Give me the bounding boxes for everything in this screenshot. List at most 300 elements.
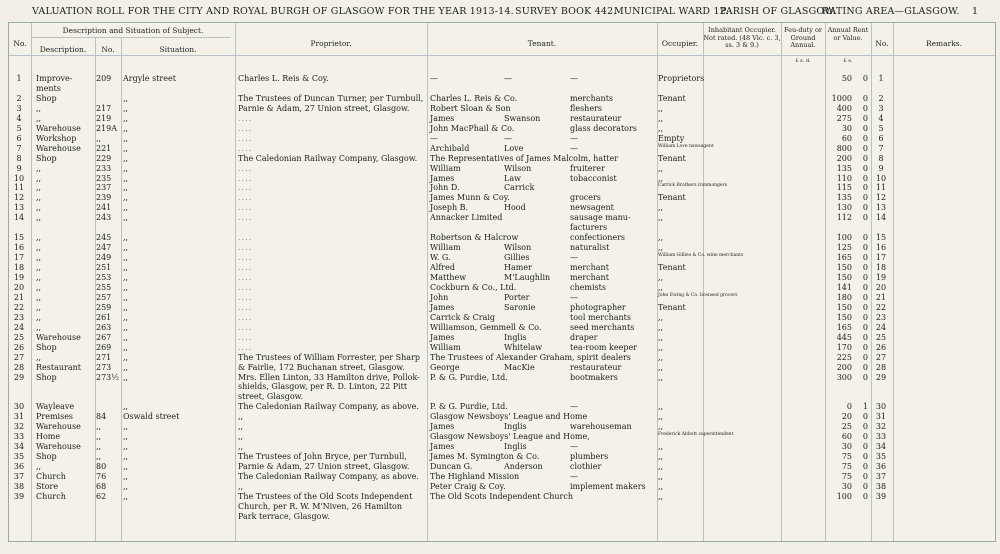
cell-ten3: restaurateur: [570, 362, 622, 372]
cell-no3: 33: [875, 432, 887, 442]
cell-no3: 16: [875, 243, 887, 253]
cell-no3: 2: [878, 93, 884, 103]
table-row: [8, 94, 994, 104]
cell-rl: 150: [836, 263, 852, 273]
cell-occ: ,,: [658, 103, 664, 113]
col-remarks: Remarks.: [925, 39, 963, 48]
cell-num: 239: [96, 193, 112, 203]
cell-num: 229: [96, 153, 112, 163]
cell-no3: 36: [875, 462, 887, 472]
cell-desc: ,,: [36, 193, 42, 203]
cell-num: 259: [96, 302, 112, 312]
cell-no: 34: [13, 442, 25, 452]
cell-no3: 28: [875, 362, 887, 372]
cell-rs: 0: [862, 213, 868, 223]
cell-rl: 0: [846, 402, 852, 412]
table-row: [8, 273, 994, 283]
cell-ten2: Hamer: [504, 263, 532, 273]
cell-desc: Shop: [36, 153, 57, 163]
cell-prop: The Caledonian Railway Company, Glasgow.: [238, 153, 418, 163]
cell-num: 251: [96, 263, 112, 273]
cell-occ: ,,: [658, 352, 664, 362]
cell-prop: ....: [238, 183, 253, 193]
cell-occ: ,,: [658, 452, 664, 462]
cell-no3: 18: [875, 263, 887, 273]
cell-desc: ,,: [36, 253, 42, 263]
cell-ten1: Robertson & Halcrow: [430, 233, 519, 243]
cell-ten1: The Trustees of Alexander Graham, spirit dealers: [430, 352, 631, 362]
cell-no3: 34: [875, 442, 887, 452]
cell-rs: 0: [862, 74, 868, 83]
cell-ten1: Alfred: [430, 263, 455, 273]
cell-ten1: George: [430, 362, 460, 372]
cell-ten2: MacKie: [504, 362, 535, 372]
col-proprietor: Proprietor.: [310, 39, 352, 48]
table-row: [8, 512, 994, 522]
cell-ten1: William: [430, 243, 461, 253]
cell-num: 237: [96, 183, 112, 193]
cell-no: 32: [13, 422, 25, 432]
cell-desc: ,,: [36, 292, 42, 302]
cell-occ: ,,: [658, 472, 664, 481]
cell-rs: 0: [862, 93, 868, 103]
cell-num: 271: [96, 352, 112, 362]
cell-sit: ,,: [123, 402, 129, 412]
cell-rl: 25: [841, 422, 852, 432]
cell-occ: Carrick Brothers ironmongers: [658, 183, 728, 189]
cell-rl: 300: [836, 372, 852, 382]
cell-ten3: bootmakers: [570, 372, 618, 382]
col-no3: No.: [875, 39, 889, 48]
col-inhabitant: Inhabitant Occupier. Not rated. (48 Vic. c. 3, ss. 3 & 9.): [703, 26, 781, 49]
table-row: [8, 283, 994, 293]
cell-desc: Store: [36, 481, 59, 491]
cell-occ: ,,: [658, 481, 664, 491]
cell-num: 273½: [96, 372, 120, 382]
table-row: [8, 293, 994, 303]
cell-desc: Church: [36, 472, 66, 481]
cell-rs: 0: [862, 342, 868, 352]
cell-rl: 100: [836, 233, 852, 243]
rent-units: £ s.: [843, 58, 853, 64]
cell-rl: 110: [836, 173, 852, 183]
cell-rs: 0: [862, 193, 868, 203]
cell-occ: ,,: [658, 332, 664, 342]
cell-no: 15: [13, 233, 25, 243]
cell-ten1: John MacPhail & Co.: [430, 123, 515, 133]
cell-ten1: Annacker Limited: [430, 213, 503, 223]
cell-no: 10: [13, 173, 25, 183]
cell-num: ,,: [96, 442, 102, 452]
cell-desc: Warehouse: [36, 143, 81, 153]
cell-sit: ,,: [123, 103, 129, 113]
cell-num: 261: [96, 312, 112, 322]
table-row: [8, 213, 994, 223]
cell-no3: 37: [875, 472, 887, 481]
cell-ten2: Law: [504, 173, 521, 183]
cell-sit: ,,: [123, 263, 129, 273]
table-row: [8, 174, 994, 184]
table-row: [8, 462, 994, 472]
cell-no3: 3: [878, 103, 884, 113]
table-row: [8, 104, 994, 114]
cell-ten1: —: [430, 74, 438, 83]
cell-num: 221: [96, 143, 112, 153]
cell-ten1: Matthew: [430, 273, 467, 282]
cell-prop: Church, per R. W. M'Niven, 26 Hamilton: [238, 501, 403, 511]
cell-rs: 0: [862, 452, 868, 462]
cell-no3: 11: [875, 183, 887, 193]
cell-sit: ,,: [123, 481, 129, 491]
cell-ten1: James: [430, 422, 455, 432]
cell-prop: ....: [238, 133, 253, 143]
cell-ten2: Inglis: [504, 422, 527, 432]
cell-ten3: confectioners: [570, 233, 626, 243]
cell-no3: 26: [875, 342, 887, 352]
table-row: [8, 183, 994, 193]
cell-rl: 141: [836, 282, 852, 292]
cell-prop: ....: [238, 292, 253, 302]
cell-num: 269: [96, 342, 112, 352]
table-row: [8, 422, 994, 432]
cell-occ: ,,: [658, 322, 664, 332]
cell-no3: 23: [875, 312, 887, 322]
cell-no: 29: [13, 372, 25, 382]
cell-desc: ,,: [36, 233, 42, 243]
table-row: [8, 124, 994, 134]
cell-num: 257: [96, 292, 112, 302]
table-row: [8, 482, 994, 492]
cell-desc: ,,: [36, 103, 42, 113]
cell-occ: Tenant: [658, 93, 686, 103]
cell-ten1: Glasgow Newsboys' League and Home,: [430, 432, 590, 442]
cell-desc: ,,: [36, 352, 42, 362]
cell-rs: 0: [862, 332, 868, 342]
page-number: 1: [972, 6, 979, 17]
cell-prop: ....: [238, 233, 253, 243]
cell-prop: ....: [238, 322, 253, 332]
cell-prop: ....: [238, 113, 253, 123]
cell-no3: 22: [875, 302, 887, 312]
cell-rl: 60: [841, 133, 852, 143]
cell-occ: ,,: [658, 173, 664, 183]
cell-ten3: photographer: [570, 302, 626, 312]
table-row: [8, 412, 994, 422]
cell-ten1: Archibald: [430, 143, 470, 153]
cell-no: 3: [16, 103, 22, 113]
cell-num: 249: [96, 253, 112, 263]
cell-prop: ....: [238, 143, 253, 153]
cell-no3: 27: [875, 352, 887, 362]
cell-desc: ,,: [36, 183, 42, 193]
cell-ten3: draper: [570, 332, 598, 342]
cell-desc: ,,: [36, 213, 42, 223]
cell-sit: ,,: [123, 292, 129, 302]
cell-rs: 0: [862, 491, 868, 501]
col-no2: No.: [101, 45, 115, 54]
rating-area: RATING AREA—GLASGOW.: [822, 6, 960, 17]
cell-sit: ,,: [123, 243, 129, 253]
cell-occ: ,,: [658, 163, 664, 173]
cell-no3: 9: [878, 163, 884, 173]
table-row: [8, 492, 994, 502]
cell-no: 13: [13, 203, 25, 213]
cell-sit: ,,: [123, 362, 129, 372]
cell-rs: 0: [862, 322, 868, 332]
cell-occ: ,,: [658, 113, 664, 123]
cell-rl: 30: [841, 442, 852, 452]
cell-sit: ,,: [123, 372, 129, 382]
cell-num: 267: [96, 332, 112, 342]
cell-no3: 6: [878, 133, 884, 143]
cell-prop: ....: [238, 312, 253, 322]
cell-rs: 0: [862, 233, 868, 243]
cell-rl: 165: [836, 322, 852, 332]
cell-ten3: —: [570, 472, 578, 481]
table-row: [8, 223, 994, 233]
cell-ten2: Whitelaw: [504, 342, 543, 352]
cell-desc: ments: [36, 83, 61, 93]
cell-occ: ,,: [658, 342, 664, 352]
cell-occ: ,,: [658, 462, 664, 472]
cell-desc: Warehouse: [36, 422, 81, 432]
cell-no: 39: [13, 491, 25, 501]
cell-ten2: Gillies: [504, 253, 530, 263]
cell-sit: ,,: [123, 123, 129, 133]
cell-ten3: restaurateur: [570, 113, 622, 123]
cell-rs: 0: [862, 352, 868, 362]
cell-ten1: Glasgow Newsboys' League and Home: [430, 412, 588, 422]
cell-no: 6: [16, 133, 22, 143]
table-row: [8, 373, 994, 383]
cell-num: 76: [96, 472, 107, 481]
col-situation: Situation.: [159, 45, 197, 54]
cell-occ: ,,: [658, 203, 664, 213]
cell-rs: 0: [862, 412, 868, 422]
cell-ten3: naturalist: [570, 243, 610, 253]
cell-prop: shields, Glasgow, per R. D. Linton, 22 Pitt: [238, 382, 408, 392]
cell-sit: ,,: [123, 342, 129, 352]
cell-ten1: Cockburn & Co., Ltd.: [430, 282, 517, 292]
cell-rl: 30: [841, 123, 852, 133]
cell-sit: ,,: [123, 442, 129, 452]
cell-ten1: John D.: [430, 183, 460, 193]
cell-rl: 225: [836, 352, 852, 362]
cell-rs: 0: [862, 113, 868, 123]
cell-no: 27: [13, 352, 25, 362]
cell-no: 19: [13, 273, 25, 282]
cell-rl: 135: [836, 193, 852, 203]
cell-sit: ,,: [123, 233, 129, 243]
table-row: [8, 243, 994, 253]
cell-rl: 112: [836, 213, 852, 223]
cell-ten3: clothier: [570, 462, 602, 472]
cell-no3: 10: [875, 173, 887, 183]
cell-desc: ,,: [36, 322, 42, 332]
cell-rs: 0: [862, 362, 868, 372]
cell-no: 25: [13, 332, 25, 342]
cell-ten3: merchant: [570, 273, 609, 282]
cell-occ: John Ewing & Co. licensed grocers: [658, 292, 738, 298]
cell-prop: Mrs. Ellen Linton, 33 Hamilton drive, Pollok-: [238, 372, 420, 382]
cell-no: 22: [13, 302, 25, 312]
cell-sit: ,,: [123, 203, 129, 213]
cell-ten1: Peter Craig & Coy.: [430, 481, 506, 491]
cell-occ: ,,: [658, 273, 664, 282]
cell-sit: ,,: [123, 462, 129, 472]
cell-occ: ,,: [658, 243, 664, 253]
cell-no3: 15: [875, 233, 887, 243]
cell-no: 12: [13, 193, 25, 203]
cell-sit: ,,: [123, 173, 129, 183]
cell-ten2: Saronie: [504, 302, 536, 312]
cell-ten3: newsagent: [570, 203, 614, 213]
cell-sit: ,,: [123, 193, 129, 203]
cell-occ: Tenant: [658, 263, 686, 273]
cell-sit: ,,: [123, 143, 129, 153]
cell-prop: ,,: [238, 422, 244, 432]
cell-ten3: grocers: [570, 193, 601, 203]
cell-prop: ,,: [238, 442, 244, 452]
survey-book: SURVEY BOOK 442.: [515, 6, 617, 17]
cell-no: 30: [13, 402, 25, 412]
cell-num: ,,: [96, 133, 102, 143]
cell-desc: ,,: [36, 282, 42, 292]
table-row: [8, 382, 994, 392]
cell-no3: 20: [875, 282, 887, 292]
table-row: [8, 363, 994, 373]
cell-ten1: Duncan G.: [430, 462, 473, 472]
cell-ten3: —: [570, 292, 578, 302]
table-row: [8, 164, 994, 174]
cell-no3: 17: [875, 253, 887, 263]
cell-ten3: tea-room keeper: [570, 342, 638, 352]
cell-ten2: —: [504, 74, 512, 83]
cell-prop: ,,: [238, 412, 244, 422]
cell-no3: 39: [875, 491, 887, 501]
cell-no3: 29: [875, 372, 887, 382]
cell-ten3: warehouseman: [570, 422, 632, 432]
cell-no3: 35: [875, 452, 887, 462]
cell-rs: 0: [862, 163, 868, 173]
cell-prop: ....: [238, 282, 253, 292]
cell-sit: ,,: [123, 183, 129, 193]
cell-no3: 4: [878, 113, 884, 123]
table-row: [8, 233, 994, 243]
cell-num: 243: [96, 213, 112, 223]
table-row: [8, 402, 994, 412]
col-desc-group: Description and Situation of Subject.: [62, 26, 204, 35]
cell-occ: Frederick Abbott superintendent: [658, 432, 734, 438]
cell-no: 23: [13, 312, 25, 322]
table-row: [8, 114, 994, 124]
cell-ten3: implement makers: [570, 481, 646, 491]
cell-occ: ,,: [658, 312, 664, 322]
cell-no: 7: [16, 143, 22, 153]
cell-num: 68: [96, 481, 107, 491]
cell-prop: The Trustees of William Forrester, per Sharp: [238, 352, 421, 362]
cell-rs: 0: [862, 133, 868, 143]
cell-ten3: glass decorators: [570, 123, 637, 133]
table-row: [8, 154, 994, 164]
cell-occ: ,,: [658, 491, 664, 501]
cell-ten1: The Highland Mission: [430, 472, 520, 481]
table-row: [8, 134, 994, 144]
cell-no: 14: [13, 213, 25, 223]
cell-ten2: M'Laughlin: [504, 273, 551, 282]
cell-ten1: The Representatives of James Malcolm, hatter: [430, 153, 619, 163]
cell-prop: ....: [238, 273, 253, 282]
cell-prop: Charles L. Reis & Coy.: [238, 74, 329, 83]
cell-rs: 0: [862, 472, 868, 481]
cell-prop: Parnie & Adam, 27 Union street, Glasgow.: [238, 103, 410, 113]
cell-prop: ....: [238, 263, 253, 273]
cell-rl: 1000: [831, 93, 852, 103]
cell-occ: ,,: [658, 362, 664, 372]
cell-sit: Argyle street: [123, 74, 176, 83]
cell-rs: 0: [862, 422, 868, 432]
col-feu-duty: Feu-duty or Ground Annual.: [783, 26, 823, 49]
cell-ten1: W. G.: [430, 253, 451, 263]
cell-ten2: Wilson: [504, 243, 532, 253]
cell-desc: Church: [36, 491, 66, 501]
cell-no: 36: [13, 462, 25, 472]
cell-occ: ,,: [658, 412, 664, 422]
table-row: [8, 203, 994, 213]
table-row: [8, 84, 994, 94]
cell-no3: 25: [875, 332, 887, 342]
cell-rl: 130: [836, 203, 852, 213]
cell-num: 217: [96, 103, 112, 113]
col-occupier: Occupier.: [661, 39, 699, 48]
cell-ten1: P. & G. Purdie, Ltd.: [430, 402, 508, 412]
cell-ten1: William: [430, 163, 461, 173]
table-row: [8, 193, 994, 203]
cell-ten1: James: [430, 302, 455, 312]
cell-no: 9: [16, 163, 22, 173]
cell-prop: ,,: [238, 481, 244, 491]
cell-ten1: Charles L. Reis & Co.: [430, 93, 518, 103]
cell-num: 84: [96, 412, 107, 422]
cell-ten1: Joseph B.: [430, 203, 469, 213]
cell-rl: 100: [836, 491, 852, 501]
cell-occ: ,,: [658, 213, 664, 223]
cell-rl: 50: [841, 74, 852, 83]
cell-sit: ,,: [123, 452, 129, 462]
cell-rl: 180: [836, 292, 852, 302]
table-row: [8, 472, 994, 482]
cell-no: 31: [13, 412, 25, 422]
cell-sit: ,,: [123, 472, 129, 481]
cell-occ: ,,: [658, 282, 664, 292]
cell-ten3: tool merchants: [570, 312, 631, 322]
cell-num: 255: [96, 282, 112, 292]
cell-desc: ,,: [36, 203, 42, 213]
cell-ten3: tobacconist: [570, 173, 617, 183]
cell-no: 2: [16, 93, 22, 103]
cell-rs: 0: [862, 123, 868, 133]
table-row: [8, 392, 994, 402]
cell-sit: ,,: [123, 273, 129, 282]
cell-sit: ,,: [123, 322, 129, 332]
table-row: [8, 313, 994, 323]
cell-prop: ....: [238, 173, 253, 183]
cell-prop: ....: [238, 213, 253, 223]
cell-no3: 8: [878, 153, 884, 163]
cell-no: 11: [13, 183, 25, 193]
cell-occ: Proprietors: [658, 74, 705, 83]
cell-rs: 0: [862, 253, 868, 263]
